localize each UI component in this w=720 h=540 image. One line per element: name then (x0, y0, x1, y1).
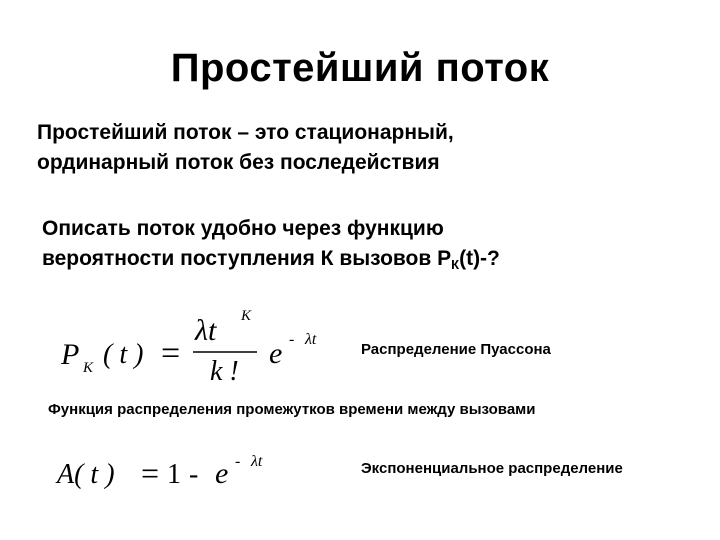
formula1-numerator: λt (195, 314, 217, 347)
question-line-1: Описать поток удобно через функцию (42, 217, 444, 240)
formula2-one: 1 (167, 459, 181, 490)
section-label: Функция распределения промежутков времени между вызовами (48, 401, 536, 418)
formula2-lhs: A( t ) (57, 459, 115, 490)
formula1-subscript: K (83, 360, 94, 376)
formula2-minus: - (189, 459, 199, 490)
formula2-exp-minus: - (235, 453, 241, 470)
question-line-2-suffix: (t)-? (459, 247, 500, 270)
poisson-formula (55, 300, 355, 390)
poisson-label: Распределение Пуассона (361, 341, 551, 358)
formula2-equals: = (141, 455, 160, 491)
formula1-e: e (269, 337, 283, 370)
slide-title: Простейший поток (170, 46, 550, 90)
question-line-2 (42, 244, 500, 280)
formula2-exponent: λt (251, 453, 263, 470)
definition-line-2: ординарный поток без последействия (37, 151, 440, 174)
formula1-denominator: k ! (210, 356, 239, 387)
definition-line-1: Простейший поток – это стационарный, (37, 121, 454, 144)
formula1-numerator-power: K (241, 308, 252, 324)
formula1-argument: ( t ) (103, 339, 144, 370)
formula1-equals: = (161, 335, 181, 372)
exponential-label: Экспоненциальное распределение (361, 460, 623, 477)
formula1-exp-minus: - (289, 331, 295, 348)
exponential-formula (55, 448, 315, 498)
question-text (42, 214, 500, 280)
question-line-2-prefix: вероятности поступления К вызовов Р (42, 247, 452, 270)
formula2-e: e (215, 457, 229, 490)
formula1-P: P (61, 338, 80, 371)
definition-text (37, 118, 454, 178)
question-subscript: К (451, 257, 460, 272)
formula1-exponent: λt (305, 331, 317, 348)
